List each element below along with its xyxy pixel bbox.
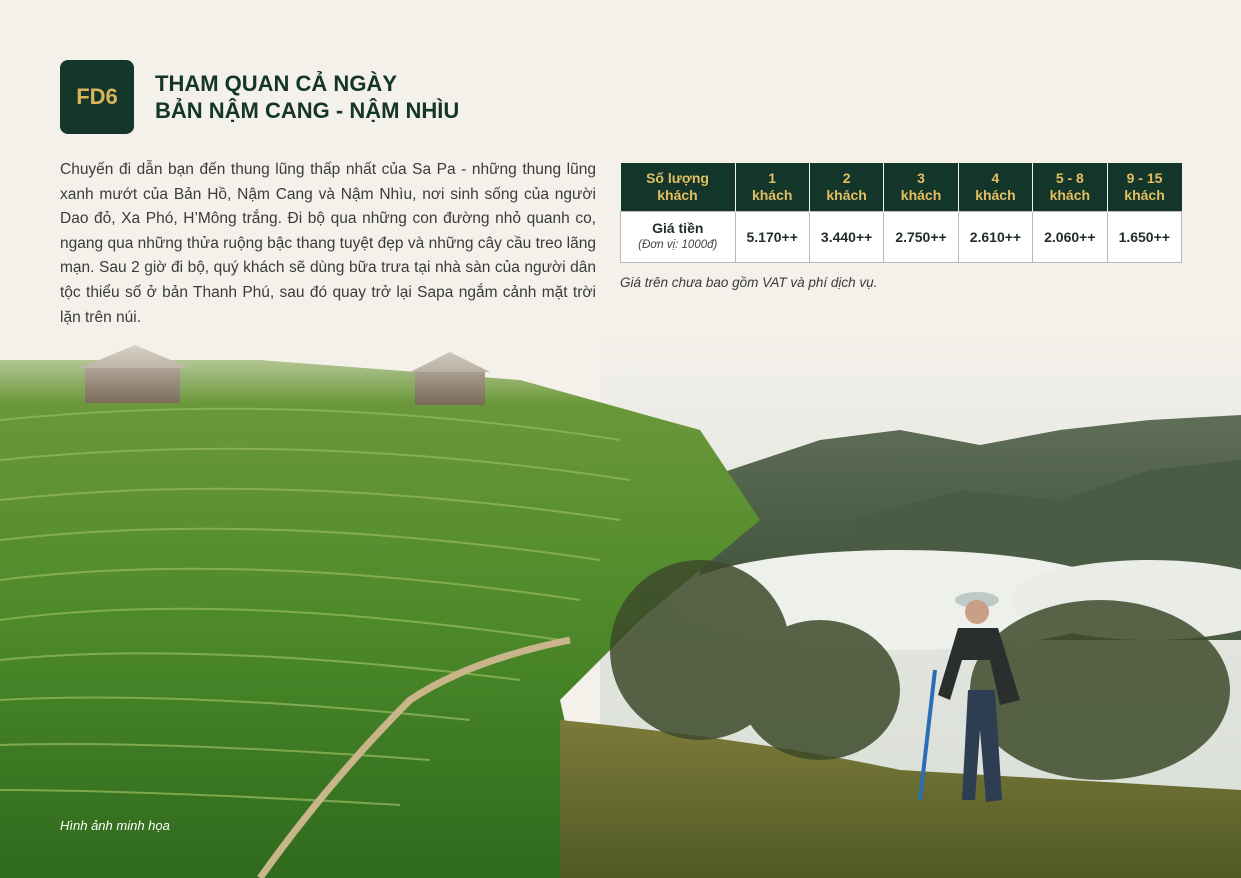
header-label-line-2: khách [657, 187, 698, 203]
header-col-1-bottom: khách [751, 187, 793, 203]
tour-code-badge: FD6 [60, 60, 134, 134]
header-guest-count [621, 163, 736, 212]
header-col-4 [958, 163, 1032, 212]
header-col-3-bottom: khách [900, 187, 942, 203]
price-unit: (Đơn vị: 1000đ) [638, 239, 718, 251]
price-cell: 2.750++ [884, 212, 958, 263]
image-caption: Hình ảnh minh họa [60, 818, 170, 833]
header-col-5-top: 5 - 8 [1055, 170, 1084, 186]
price-table [620, 163, 1182, 263]
header-col-6-bottom: khách [1124, 187, 1165, 203]
header-col-1 [735, 163, 809, 212]
header-col-3-top: 3 [917, 170, 925, 186]
tour-description: Chuyến đi dẫn bạn đến thung lũng thấp nhất của Sa Pa - những thung lũng xanh mướt của Bản Hồ, Nậm Cang và Nậm Nhìu, nơi sinh sống của người Dao đỏ, Xa Phó, H’Mông trắng. Đi bộ qua những con đường nhỏ quanh co, ngang qua những thửa ruộng bậc thang tuyệt đẹp và những cây cầu treo lãng mạn. Sau 2 giờ đi bộ, quý khách sẽ dùng bữa trưa tại nhà sàn của người dân tộc thiểu số ở bản Thanh Phú, sau đó quay trở lại Sapa ngắm cảnh mặt trời lặn trên núi. [60, 161, 596, 326]
header-col-6-top: 9 - 15 [1126, 170, 1163, 186]
tour-title [155, 70, 459, 124]
header-col-2-top: 2 [842, 170, 851, 186]
tour-title-line-2: BẢN NẬM CANG - NẬM NHÌU [155, 98, 460, 123]
price-label: Giá tiền [652, 220, 704, 236]
header-col-1-top: 1 [768, 170, 777, 186]
header-col-2 [809, 163, 883, 212]
header-col-5-bottom: khách [1049, 187, 1091, 203]
price-cell: 5.170++ [735, 212, 809, 263]
header-col-4-bottom: khách [975, 187, 1016, 203]
price-note: Giá trên chưa bao gồm VAT và phí dịch vụ. [620, 275, 878, 290]
price-table-header-row [621, 163, 1182, 212]
header-col-6 [1107, 163, 1181, 212]
price-cell: 2.610++ [958, 212, 1032, 263]
header-col-2-bottom: khách [826, 187, 867, 203]
tour-title-line-1: THAM QUAN CẢ NGÀY [155, 71, 397, 96]
price-label-cell [621, 212, 736, 263]
price-cell: 2.060++ [1033, 212, 1107, 263]
price-cell: 3.440++ [809, 212, 883, 263]
header-col-5 [1033, 163, 1107, 212]
header-col-3 [884, 163, 958, 212]
header-label-line-1: Số lượng [646, 170, 709, 186]
price-row [621, 212, 1182, 263]
header-col-4-top: 4 [991, 170, 1000, 186]
price-cell: 1.650++ [1107, 212, 1181, 263]
